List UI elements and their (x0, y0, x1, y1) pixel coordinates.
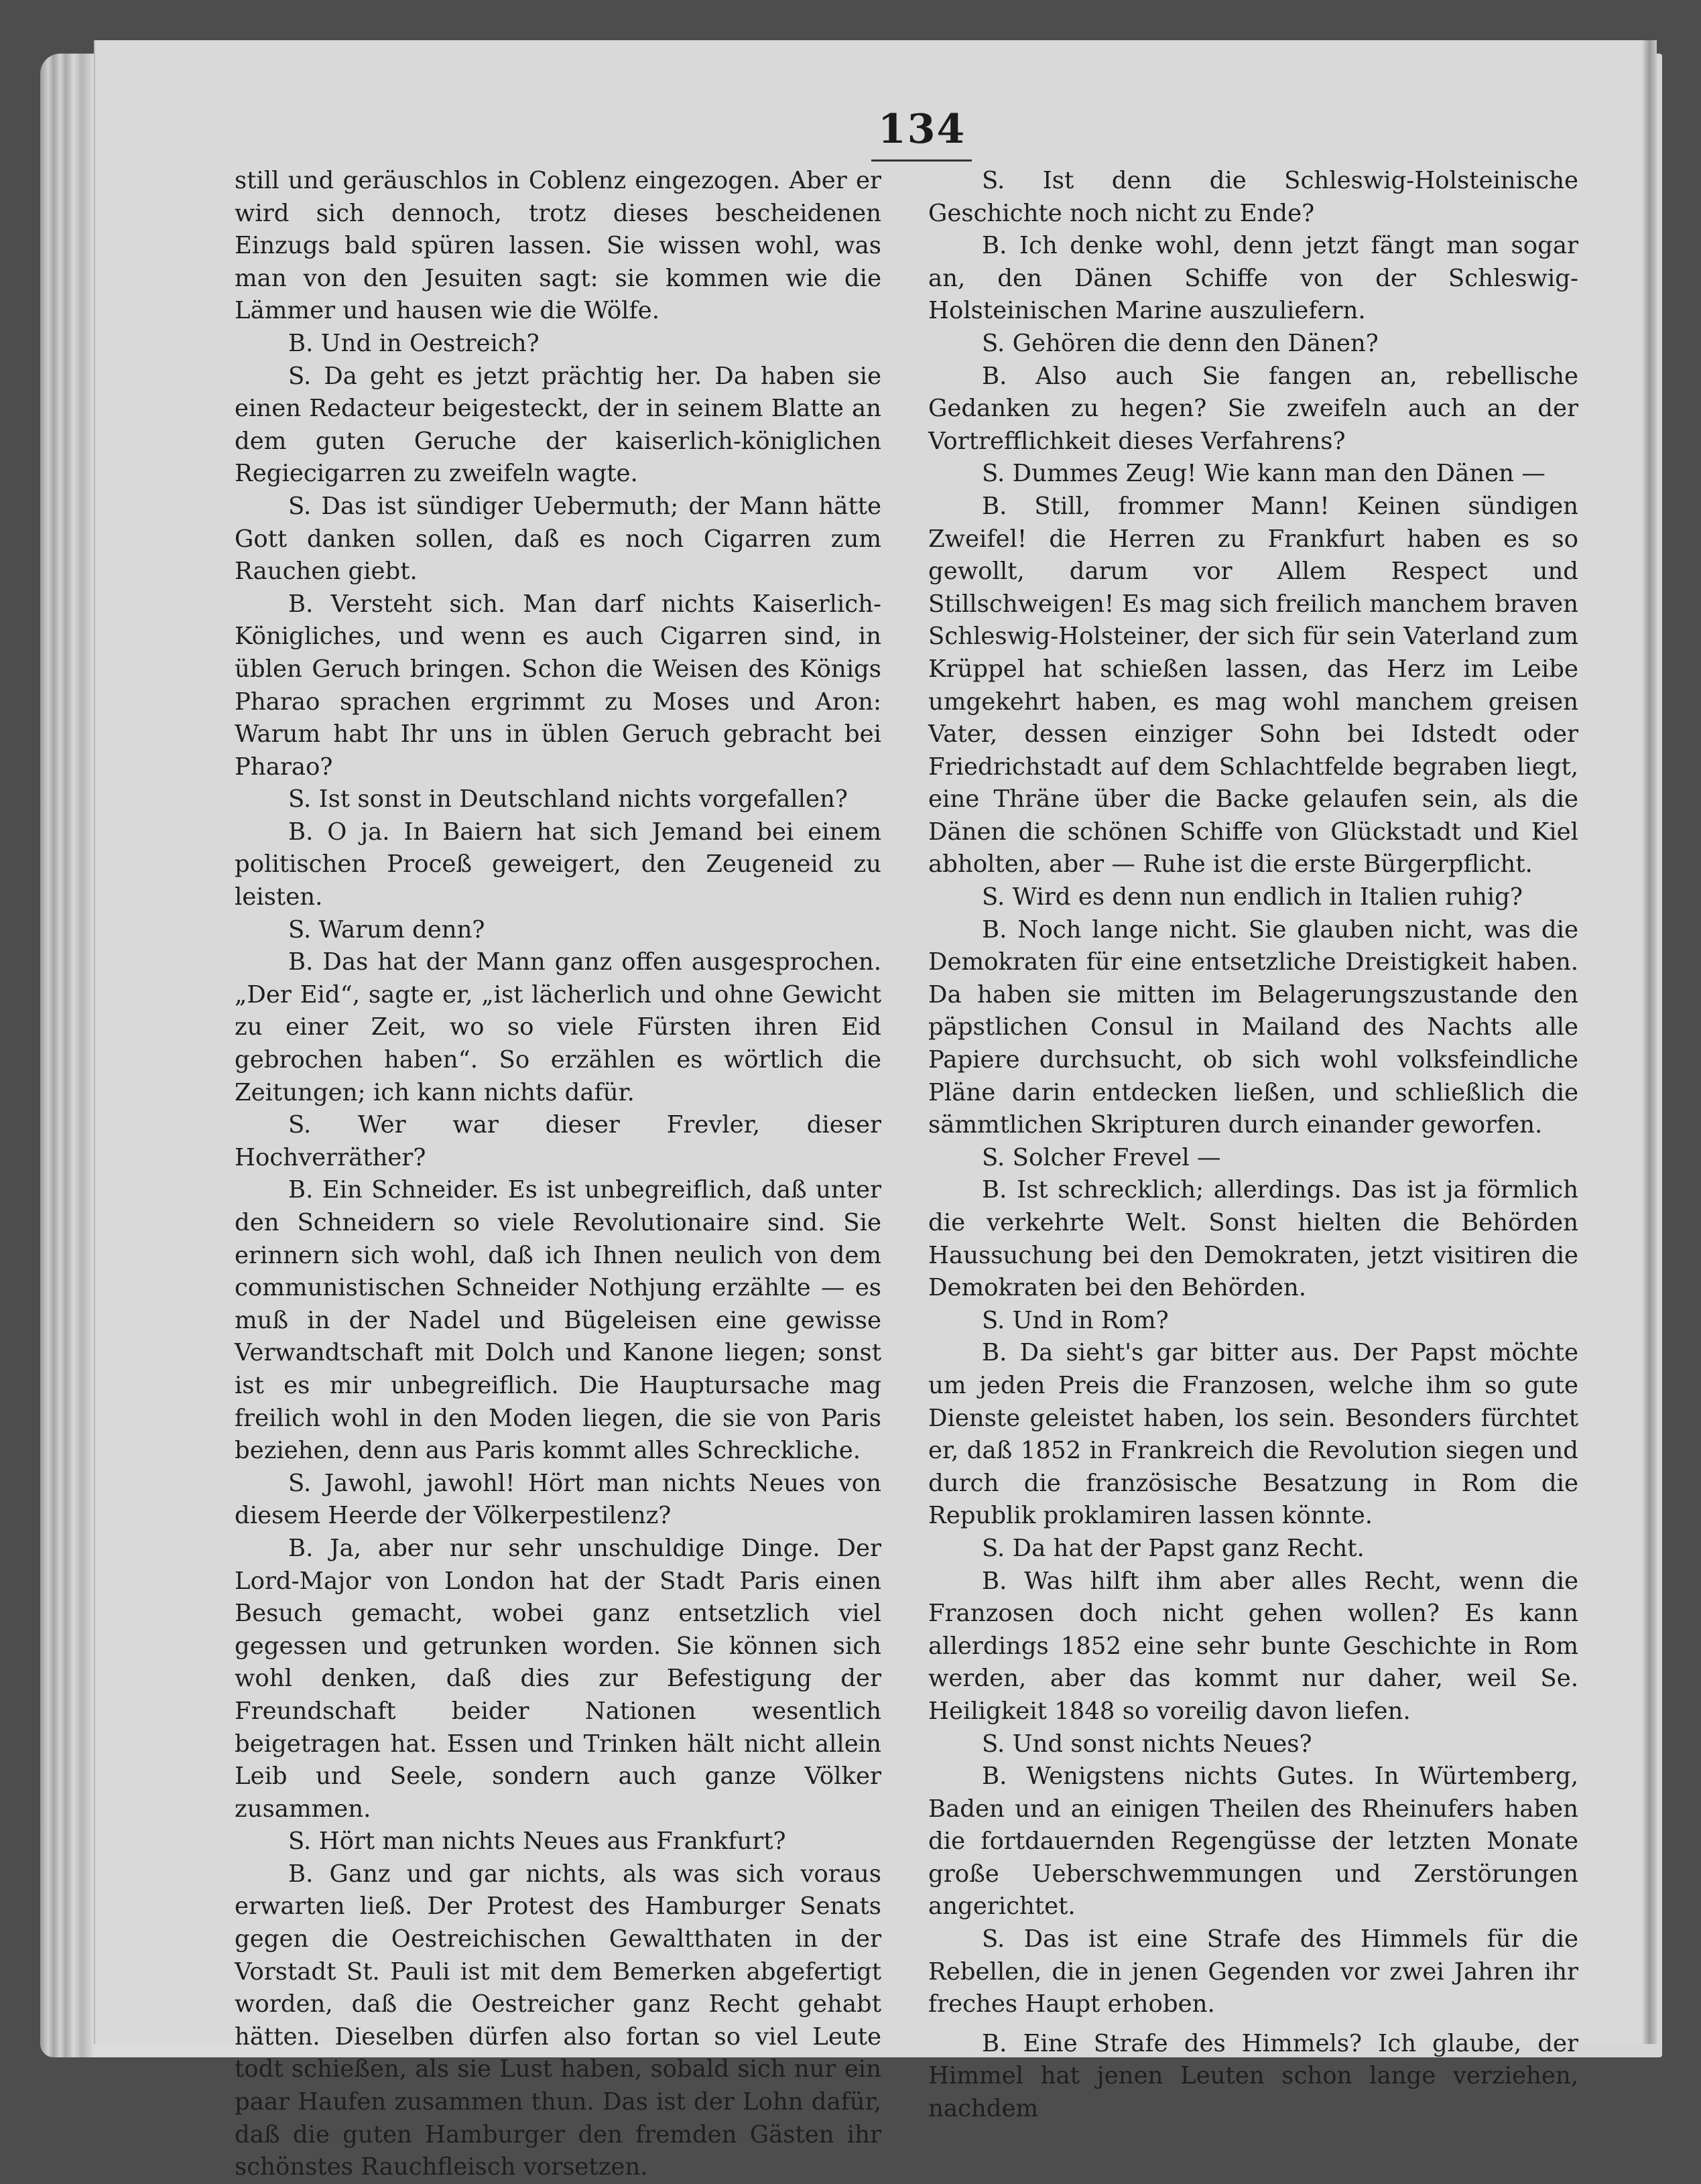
paragraph: S. Jawohl, jawohl! Hört man nichts Neues von diesem Heerde der Völkerpestilenz? (235, 1469, 881, 1530)
paragraph: S. Ist sonst in Deutschland nichts vorgefallen? (288, 785, 848, 814)
page-edge (1642, 40, 1657, 2044)
paragraph: S. Und in Rom? (982, 1306, 1169, 1334)
page-number: 134 (878, 106, 966, 153)
paragraph: S. Da hat der Papst ganz Recht. (982, 1534, 1365, 1562)
paragraph: B. O ja. In Baiern hat sich Jemand bei einem politischen Proceß geweigert, den Zeugeneid zu leisten. (235, 818, 881, 911)
right-text-column (928, 165, 1578, 2126)
paragraph: B. Ja, aber nur sehr unschuldige Dinge. Der Lord-Major von London hat der Stadt Paris einen Besuch gemacht, wobei ganz entsetzlich viel gegessen und getrunken worden. Sie können sich wohl denken, daß dies zur Befestigung der Freundschaft beider Nationen wesentlich beigetragen hat. Essen und Trinken hält nicht allein Leib und Seele, sondern auch ganze Völker zusammen. (235, 1534, 881, 1823)
paragraph: B. Eine Strafe des Himmels? Ich glaube, der Himmel hat jenen Leuten schon lange verziehen, nachdem (928, 2029, 1578, 2123)
paragraph: B. Da sieht's gar bitter aus. Der Papst möchte um jeden Preis die Franzosen, welche ihm so gute Dienste geleistet haben, los sein. Besonders fürchtet er, daß 1852 in Frankreich die Revolution siegen und durch die französische Besatzung in Rom die Republik proklamiren lassen könnte. (928, 1339, 1578, 1530)
paragraph: S. Da geht es jetzt prächtig her. Da haben sie einen Redacteur beigesteckt, der in seinem Blatte an dem guten Geruche der kaiserlich-königlichen Regiecigarren zu zweifeln wagte. (235, 362, 881, 488)
paragraph: B. Also auch Sie fangen an, rebellische Gedanken zu hegen? Sie zweifeln auch an der Vortrefflichkeit dieses Verfahrens? (928, 362, 1578, 455)
paragraph: B. Ich denke wohl, denn jetzt fängt man sogar an, den Dänen Schiffe von der Schleswig-Holsteinischen Marine auszuliefern. (928, 232, 1578, 325)
paragraph: B. Was hilft ihm aber alles Recht, wenn die Franzosen doch nicht gehen wollen? Es kann allerdings 1852 eine sehr bunte Geschichte in Rom werden, aber das kommt nur daher, weil Se. Heiligkeit 1848 so voreilig davon liefen. (928, 1567, 1578, 1725)
paragraph: B. Versteht sich. Man darf nichts Kaiserlich-Königliches, und wenn es auch Cigarren sind, in üblen Geruch bringen. Schon die Weisen des Königs Pharao sprachen ergrimmt zu Moses und Aron: Warum habt Ihr uns in üblen Geruch gebracht bei Pharao? (235, 590, 881, 781)
paragraph: S. Und sonst nichts Neues? (982, 1730, 1312, 1758)
paragraph: S. Das ist eine Strafe des Himmels für die Rebellen, die in jenen Gegenden vor zwei Jahren ihr freches Haupt erhoben. (928, 1925, 1578, 2018)
paragraph: B. Still, frommer Mann! Keinen sündigen Zweifel! die Herren zu Frankfurt haben es so gewollt, darum vor Allem Respect und Stillschweigen! Es mag sich freilich manchem braven Schleswig-Holsteiner, der sich für sein Vaterland zum Krüppel hat schießen lassen, das Herz im Leibe umgekehrt haben, es mag wohl manchem greisen Vater, dessen einziger Sohn bei Idstedt oder Friedrichstadt auf dem Schlachtfelde begraben liegt, eine Thräne über die Backe gelaufen sein, als die Dänen die schönen Schiffe von Glückstadt und Kiel abholten, aber — Ruhe ist die erste Bürgerpflicht. (928, 492, 1578, 879)
header-rule (871, 159, 972, 162)
paragraph: B. Wenigstens nichts Gutes. In Würtemberg, Baden und an einigen Theilen des Rheinufers haben die fortdauernden Regengüsse der letzten Monate große Ueberschwemmungen und Zerstörungen angerichtet. (928, 1762, 1578, 1921)
left-text-column (235, 165, 881, 2184)
paragraph: S. Hört man nichts Neues aus Frankfurt? (288, 1827, 786, 1856)
paragraph: still und geräuschlos in Coblenz eingezogen. Aber er wird sich dennoch, trotz dieses bescheidenen Einzugs bald spüren lassen. Sie wissen wohl, was man von den Jesuiten sagt: sie kommen wie die Lämmer und hausen wie die Wölfe. (235, 167, 881, 325)
paragraph: B. Ein Schneider. Es ist unbegreiflich, daß unter den Schneidern so viele Revolutionaire sind. Sie erinnern sich wohl, daß ich Ihnen neulich von dem communistischen Schneider Nothjung erzählte — es muß in der Nadel und Bügeleisen eine gewisse Verwandtschaft mit Dolch und Kanone liegen; sonst ist es mir unbegreiflich. Die Hauptursache mag freilich wohl in den Moden liegen, die sie von Paris beziehen, denn aus Paris kommt alles Schreckliche. (235, 1176, 881, 1465)
paragraph: S. Gehören die denn den Dänen? (982, 329, 1379, 357)
paragraph: B. Noch lange nicht. Sie glauben nicht, was die Demokraten für eine entsetzliche Dreistigkeit haben. Da haben sie mitten im Belagerungszustande den päpstlichen Consul in Mailand des Nachts alle Papiere durchsucht, ob sich wohl volksfeindliche Pläne darin entdecken ließen, und schließlich die sämmtlichen Skripturen durch einander geworfen. (928, 915, 1578, 1139)
paragraph: S. Ist denn die Schleswig-Holsteinische Geschichte noch nicht zu Ende? (928, 167, 1578, 227)
paragraph: S. Dummes Zeug! Wie kann man den Dänen — (982, 460, 1546, 488)
paragraph: S. Wird es denn nun endlich in Italien ruhig? (982, 883, 1523, 911)
paragraph: B. Ist schrecklich; allerdings. Das ist ja förmlich die verkehrte Welt. Sonst hielten die Behörden Haussuchung bei den Demokraten, jetzt visitiren die Demokraten bei den Behörden. (928, 1176, 1578, 1302)
paragraph: B. Das hat der Mann ganz offen ausgesprochen. „Der Eid“, sagte er, „ist lächerlich und ohne Gewicht zu einer Zeit, wo so viele Fürsten ihren Eid gebrochen haben“. So erzählen es wörtlich die Zeitungen; ich kann nichts dafür. (235, 948, 881, 1106)
paragraph: S. Das ist sündiger Uebermuth; der Mann hätte Gott danken sollen, daß es noch Cigarren zum Rauchen giebt. (235, 492, 881, 586)
paragraph: B. Ganz und gar nichts, als was sich voraus erwarten ließ. Der Protest des Hamburger Senats gegen die Oestreichischen Gewaltthaten in der Vorstadt St. Pauli ist mit dem Bemerken abgefertigt worden, daß die Oestreicher ganz Recht gehabt hätten. Dieselben dürfen also fortan so viel Leute todt schießen, als sie Lust haben, sobald sich nur ein paar Haufen zusammen thun. Das ist der Lohn dafür, daß die guten Hamburger den fremden Gästen ihr schönstes Rauchfleisch vorsetzen. (235, 1860, 881, 2181)
paragraph: S. Warum denn? (288, 915, 485, 944)
paragraph: B. Und in Oestreich? (288, 329, 540, 357)
paragraph: S. Solcher Frevel — (982, 1143, 1221, 1171)
paragraph: S. Wer war dieser Frevler, dieser Hochverräther? (235, 1111, 881, 1171)
